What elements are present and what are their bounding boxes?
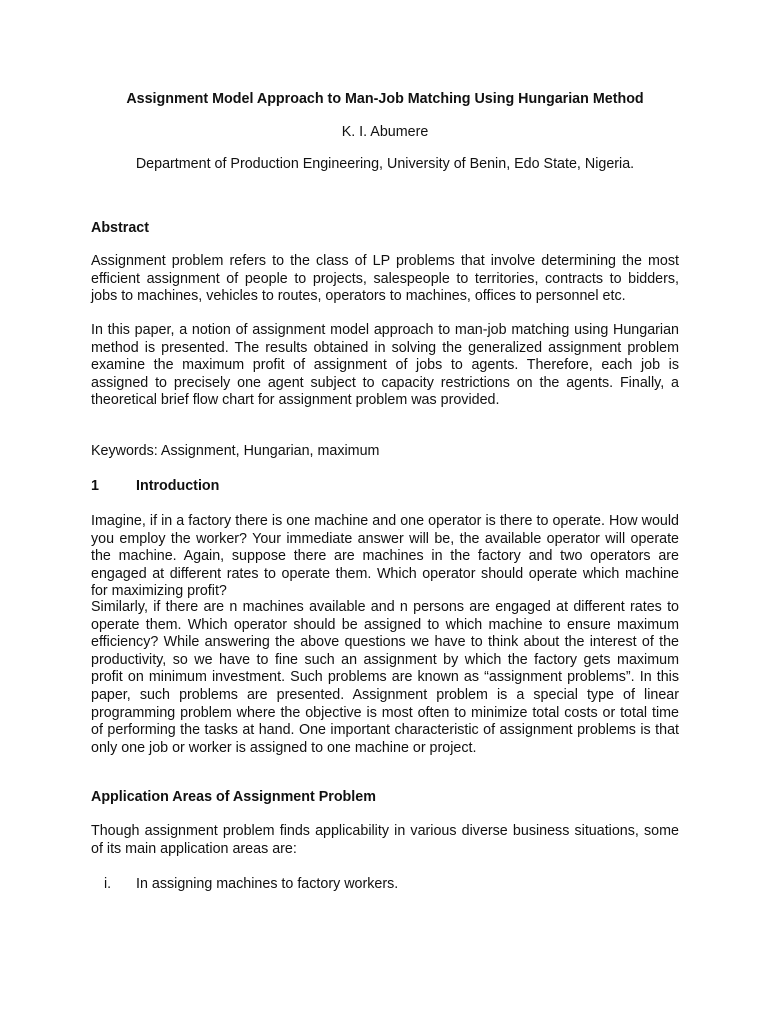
list-item-number: i.	[104, 876, 112, 892]
section-heading-introduction	[91, 478, 679, 496]
section-title: Introduction	[136, 478, 220, 494]
intro-paragraph-2: Similarly, if there are n machines available and n persons are engaged at different rates to operate them. Which operator should be assigned to which machine to ensure maximum efficiency? While answering the above questions we have to think about the interest of the productivity, so we have to fine such an assignment by which the factory gets maximum profit on minimum investment. Such problems are known as “assignment problems”. In this paper, such problems are presented. Assignment problem is a special type of linear programming problem where the objective is most often to minimize total costs or total time of performing the tasks at hand. One important characteristic of assignment problems is that only one job or worker is assigned to one machine or project.	[91, 599, 679, 756]
application-areas-heading: Application Areas of Assignment Problem	[91, 789, 376, 805]
abstract-paragraph-2: In this paper, a notion of assignment model approach to man-job matching using Hungarian method is presented. The results obtained in solving the generalized assignment problem examine the maximum profit of assignment of jobs to agents. Therefore, each job is assigned to precisely one agent subject to capacity restrictions on the agents. Finally, a theoretical brief flow chart for assignment problem was provided.	[91, 322, 679, 409]
section-number: 1	[91, 478, 99, 494]
author-name: K. I. Abumere	[341, 124, 429, 140]
list-item	[91, 876, 679, 894]
abstract-paragraph-1: Assignment problem refers to the class of LP problems that involve determining the most efficient assignment of people to projects, salespeople to territories, contracts to bidders, jobs to machines, vehicles to routes, operators to machines, offices to personnel etc.	[91, 253, 679, 305]
keywords: Keywords: Assignment, Hungarian, maximum	[91, 443, 380, 459]
author-affiliation: Department of Production Engineering, University of Benin, Edo State, Nigeria.	[135, 156, 635, 172]
paper-title: Assignment Model Approach to Man-Job Matching Using Hungarian Method	[126, 91, 644, 107]
application-areas-intro: Though assignment problem finds applicability in various diverse business situations, some of its main application areas are:	[91, 823, 679, 857]
list-item-text: In assigning machines to factory workers.	[136, 876, 399, 892]
intro-paragraph-1: Imagine, if in a factory there is one machine and one operator is there to operate. How would you employ the worker? Your immediate answer will be, the available operator will operate the machine. Again, suppose there are machines in the factory and two operators are engaged at different rates to operate them. Which operator should operate which machine for maximizing profit?	[91, 513, 679, 600]
abstract-heading: Abstract	[91, 220, 149, 236]
